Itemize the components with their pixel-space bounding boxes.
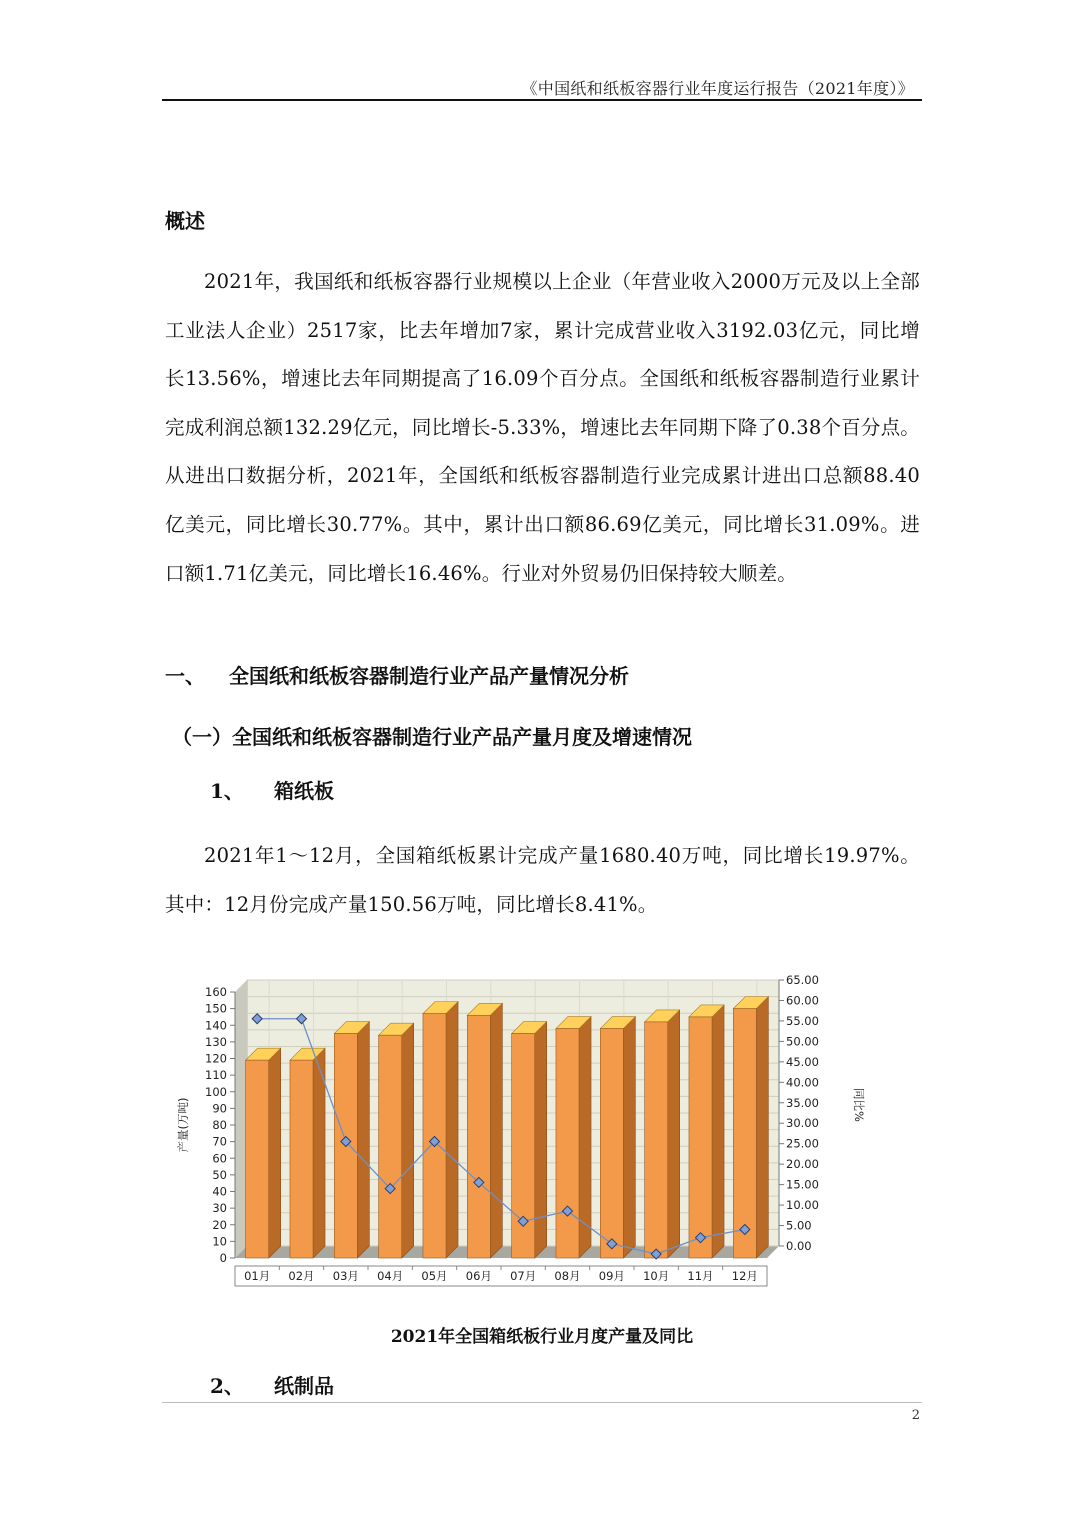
x-tick-label: 06月 — [465, 1269, 492, 1283]
y2-tick-label: 50.00 — [786, 1034, 819, 1049]
x-tick-label: 05月 — [421, 1269, 448, 1283]
bar — [645, 1022, 668, 1258]
y-tick-label: 30 — [212, 1201, 227, 1216]
section-number: 一、 — [165, 664, 205, 688]
y2-tick-label: 55.00 — [786, 1013, 819, 1028]
item-number: 2、 — [210, 1374, 244, 1398]
header-rule — [162, 99, 922, 101]
chart-side-wall — [235, 980, 247, 1258]
bar — [556, 1029, 579, 1258]
bar-side — [446, 1002, 458, 1258]
x-tick-label: 11月 — [687, 1269, 714, 1283]
running-header: 《中国纸和纸板容器行业年度运行报告（2021年度）》 — [521, 79, 914, 98]
bar — [246, 1060, 269, 1258]
y2-tick-label: 10.00 — [786, 1198, 819, 1213]
y2-tick-label: 60.00 — [786, 993, 819, 1008]
y-tick-label: 150 — [205, 1001, 227, 1016]
x-tick-label: 09月 — [598, 1269, 625, 1283]
y2-tick-label: 5.00 — [786, 1218, 812, 1233]
y-tick-label: 40 — [212, 1184, 227, 1199]
bar — [600, 1029, 623, 1258]
item-heading-1 — [210, 775, 334, 804]
bar-side — [357, 1022, 369, 1258]
y-tick-label: 140 — [205, 1018, 227, 1033]
y-tick-label: 0 — [219, 1251, 227, 1265]
y-tick-label: 120 — [205, 1051, 227, 1066]
subsection-heading: （一）全国纸和纸板容器制造行业产品产量月度及增速情况 — [172, 725, 692, 749]
y-tick-label: 50 — [212, 1167, 227, 1182]
section-heading-1 — [165, 660, 629, 689]
y-tick-label: 80 — [212, 1118, 227, 1132]
y2-tick-label: 65.00 — [786, 973, 819, 987]
item-paragraph: 2021年1～12月，全国箱纸板累计完成产量1680.40万吨，同比增长19.97%。其中：12月份完成产量150.56万吨，同比增长8.41%。 — [165, 844, 920, 916]
y-tick-label: 110 — [205, 1068, 227, 1083]
y-tick-label: 160 — [205, 985, 227, 999]
bar-side — [579, 1017, 591, 1258]
bar — [379, 1035, 402, 1258]
bar-side — [490, 1003, 502, 1258]
page-number: 2 — [911, 1408, 920, 1423]
bar-side — [402, 1023, 414, 1258]
y2-tick-label: 15.00 — [786, 1177, 819, 1192]
chart-caption: 2021年全国箱纸板行业月度产量及同比 — [390, 1327, 694, 1347]
bar-side — [756, 997, 768, 1258]
y-axis-title: 产量(万吨) — [176, 1097, 190, 1153]
overview-heading: 概述 — [165, 209, 205, 233]
chart-svg — [165, 965, 920, 1305]
y-tick-label: 100 — [205, 1084, 227, 1099]
bar-side — [623, 1017, 635, 1258]
production-chart — [165, 965, 920, 1305]
bar — [689, 1017, 712, 1258]
x-tick-label: 07月 — [510, 1269, 537, 1283]
x-tick-label: 12月 — [731, 1269, 758, 1283]
y2-tick-label: 35.00 — [786, 1095, 819, 1110]
bar-side — [668, 1010, 680, 1258]
item-number: 1、 — [210, 779, 244, 803]
x-tick-label: 03月 — [332, 1269, 359, 1283]
bar-side — [535, 1022, 547, 1258]
x-tick-label: 08月 — [554, 1269, 581, 1283]
y2-axis-title: 同比% — [852, 1088, 866, 1122]
y2-tick-label: 30.00 — [786, 1116, 819, 1131]
y-tick-label: 70 — [212, 1134, 227, 1149]
bar-side — [269, 1048, 281, 1258]
x-tick-label: 02月 — [288, 1269, 315, 1283]
y2-tick-label: 40.00 — [786, 1075, 819, 1090]
y-tick-label: 60 — [212, 1151, 227, 1166]
y2-tick-label: 25.00 — [786, 1136, 819, 1151]
bar — [290, 1060, 313, 1258]
overview-paragraph: 2021年，我国纸和纸板容器行业规模以上企业（年营业收入2000万元及以上全部工业法人企业）2517家，比去年增加7家，累计完成营业收入3192.03亿元，同比增长13.56%，增速比去年同期提高了16.09个百分点。全国纸和纸板容器制造行业累计完成利润总额132.29亿元，同比增长-5.33%，增速比去年同期下降了0.38个百分点。从进出口数据分析，2021年，全国纸和纸板容器制造行业完成累计进出口总额88.40亿美元，同比增长30.77%。其中，累计出口额86.69亿美元，同比增长31.09%。进口额1.71亿美元，同比增长16.46%。行业对外贸易仍旧保持较大顺差。 — [165, 270, 920, 585]
item-title: 纸制品 — [274, 1374, 334, 1398]
x-tick-label: 10月 — [643, 1269, 670, 1283]
y2-tick-label: 20.00 — [786, 1157, 819, 1172]
x-tick-label: 01月 — [244, 1269, 271, 1283]
y-tick-label: 20 — [212, 1217, 227, 1232]
bar — [733, 1009, 756, 1258]
item-heading-2 — [210, 1370, 334, 1399]
y-tick-label: 10 — [212, 1234, 227, 1249]
x-tick-label: 04月 — [377, 1269, 404, 1283]
bar — [467, 1015, 490, 1258]
section-title: 全国纸和纸板容器制造行业产品产量情况分析 — [229, 664, 629, 688]
item-title: 箱纸板 — [274, 779, 334, 803]
y2-tick-label: 0.00 — [786, 1239, 812, 1253]
bar-side — [712, 1005, 724, 1258]
y-tick-label: 90 — [212, 1101, 227, 1116]
y-tick-label: 130 — [205, 1034, 227, 1049]
footer-rule — [162, 1402, 922, 1403]
y2-tick-label: 45.00 — [786, 1054, 819, 1069]
